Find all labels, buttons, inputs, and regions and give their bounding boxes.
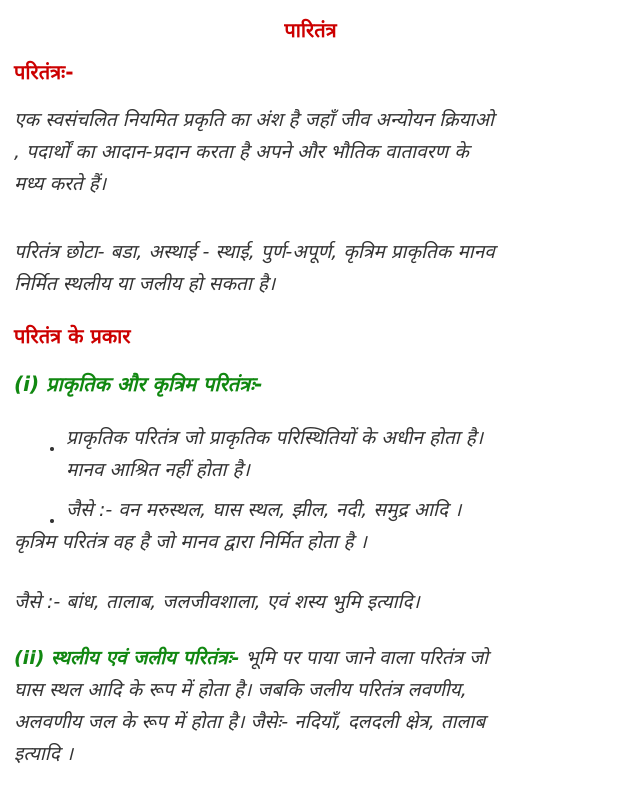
- section-heading-types: परितंत्र के प्रकार: [14, 324, 131, 348]
- artificial-ecosystem-text: कृत्रिम परितंत्र वह है जो मानव द्वारा निर्मित होता है ।: [14, 531, 367, 553]
- text-line: इत्यादि ।: [14, 743, 74, 765]
- bullet-dot-icon: [50, 447, 54, 451]
- text-line: घास स्थल आदि के रूप में होता है। जबकि जलीय परितंत्र लवणीय,: [14, 679, 467, 701]
- text-line: अलवणीय जल के रूप में होता है। जैसेः- नदियाँ, दलदली क्षेत्र, तालाब: [14, 711, 486, 733]
- text-line: [14, 642, 614, 674]
- text-fragment: भूमि पर पाया जाने वाला परितंत्र जो: [239, 647, 489, 669]
- text-line: मध्य करते हैं।: [14, 173, 107, 195]
- bullet-dot-icon: [50, 519, 54, 523]
- subheading-terrestrial-aquatic: (ii) स्थलीय एवं जलीय परितंत्रः-: [14, 647, 240, 669]
- artificial-examples-text: जैसे :- बांध, तालाब, जलजीवशाला, एवं शस्य भुमि इत्यादि।: [14, 591, 420, 613]
- subheading-natural-artificial: (i) प्राकृतिक और कृत्रिम परितंत्रः-: [14, 372, 263, 396]
- text-line: निर्मित स्थलीय या जलीय हो सकता है।: [14, 273, 276, 295]
- types-summary-paragraph: [14, 236, 614, 300]
- text-line: एक स्वसंचलित नियमित प्रकृति का अंश है जहाँ जीव अन्योयन क्रियाओ: [14, 109, 494, 131]
- bullet-item-text: जैसे :- वन मरुस्थल, घास स्थल, झील, नदी, समुद्र आदि ।: [66, 499, 462, 521]
- bullet-item-text: मानव आश्रित नहीं होता है।: [66, 459, 250, 481]
- page-title: पारितंत्र: [284, 18, 337, 42]
- bullet-item-text: प्राकृतिक परितंत्र जो प्राकृतिक परिस्थितियों के अधीन होता है।: [66, 427, 484, 449]
- definition-paragraph: [14, 104, 614, 200]
- text-line: परितंत्र छोटा- बडा, अस्थाई - स्थाई, पुर्ण-अपूर्ण, कृत्रिम प्राकृतिक मानव: [14, 241, 495, 263]
- terrestrial-aquatic-paragraph: [14, 642, 614, 770]
- section-heading-paritantra: परितंत्रः-: [14, 60, 74, 84]
- text-line: , पदार्थों का आदान-प्रदान करता है अपने और भौतिक वातावरण के: [14, 141, 469, 163]
